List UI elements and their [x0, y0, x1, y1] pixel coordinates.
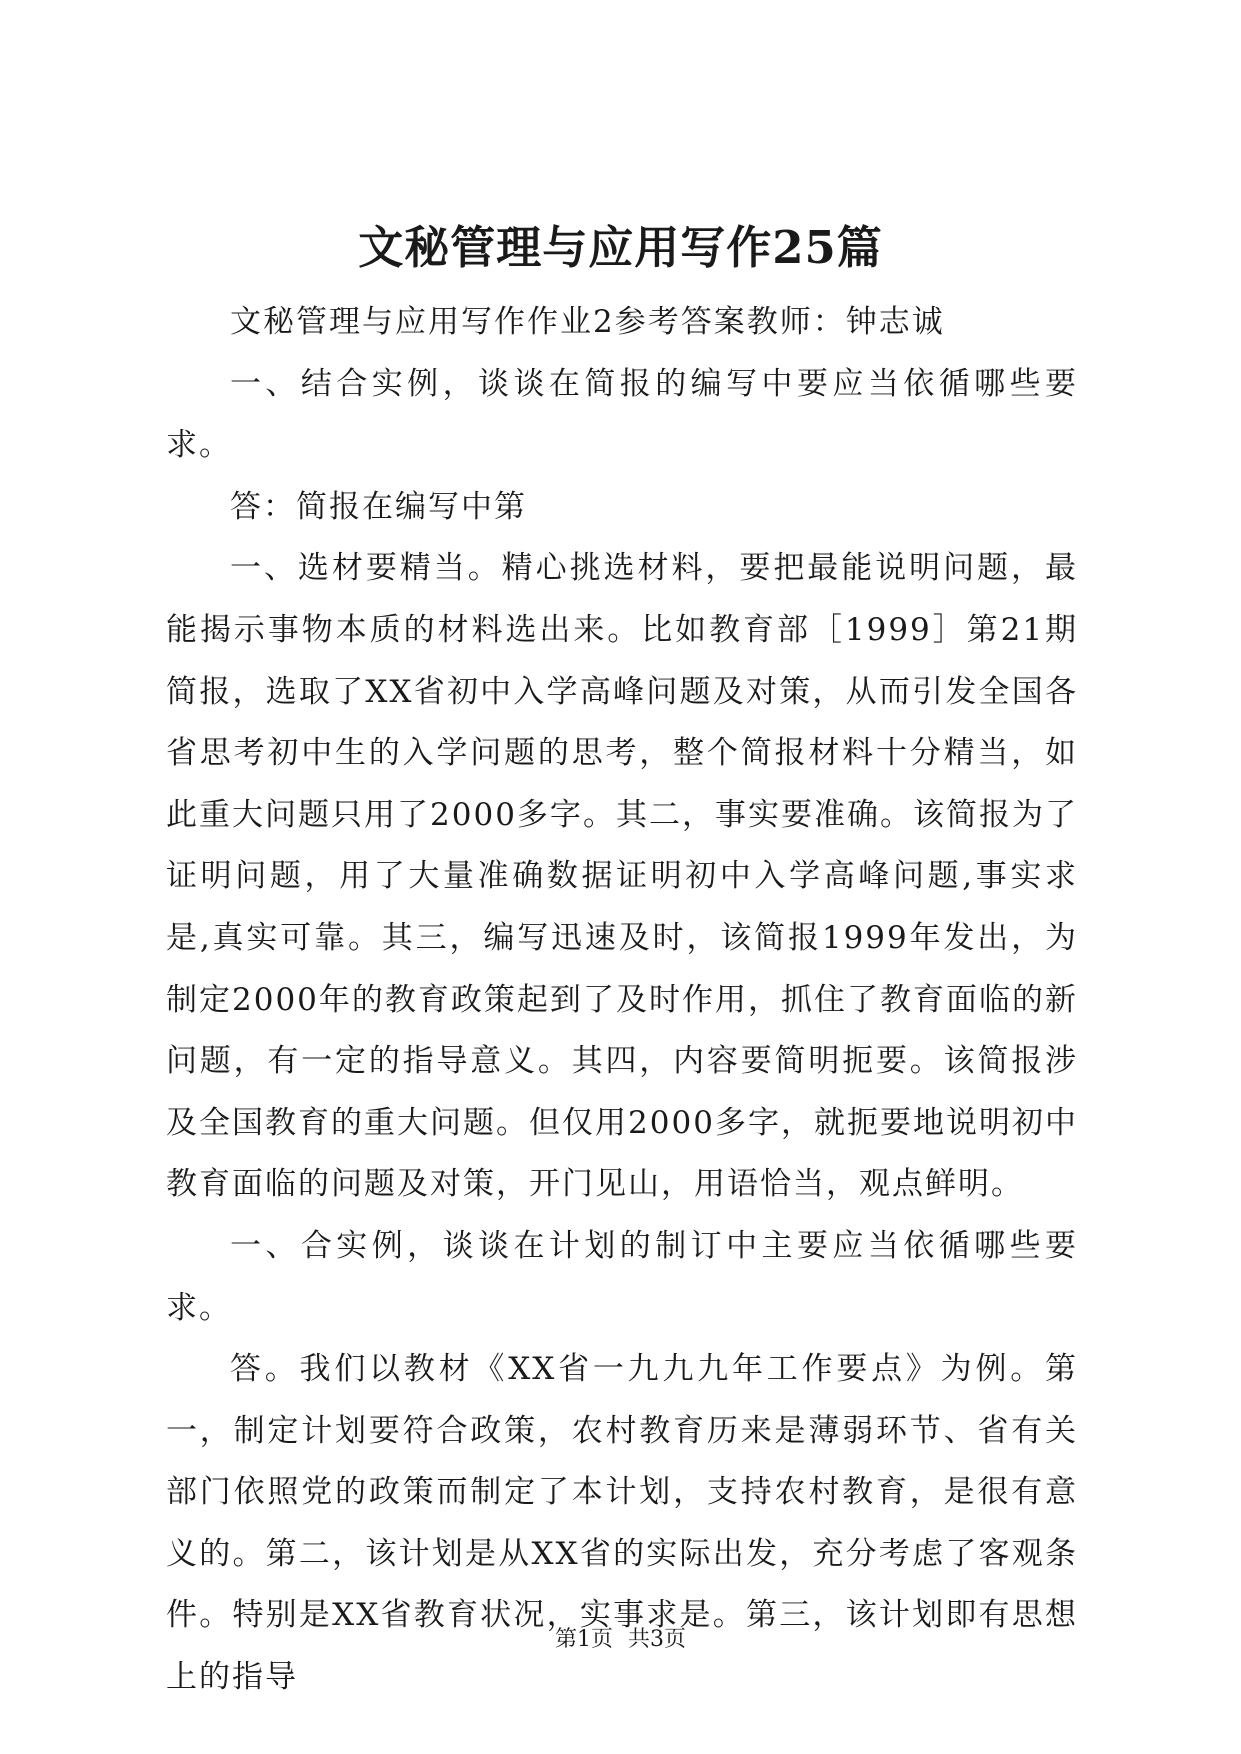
paragraph-question-1: 一、结合实例，谈谈在简报的编写中要应当依循哪些要求。: [166, 365, 1078, 464]
paragraph-answer-1: 一、选材要精当。精心挑选材料，要把最能说明问题，最能揭示事物本质的材料选出来。比如教育部［1999］第21期简报，选取了XX省初中入学高峰问题及对策，从而引发全国各省思考初中生的入学问题的思考，整个简报材料十分精当，如此重大问题只用了2000多字。其二，事实要准确。该简报为了证明问题，用了大量准确数据证明初中入学高峰问题,事实求是,真实可靠。其三，编写迅速及时，该简报1999年发出，为制定2000年的教育政策起到了及时作用，抓住了教育面临的新问题，有一定的指导意义。其四，内容要简明扼要。该简报涉及全国教育的重大问题。但仅用2000多字，就扼要地说明初中教育面临的问题及对策，开门见山，用语恰当，观点鲜明。: [166, 550, 1078, 1203]
paragraph-answer-intro: 答：简报在编写中第: [230, 488, 527, 525]
paragraph-question-2: 一、合实例，谈谈在计划的制订中主要应当依循哪些要求。: [166, 1227, 1078, 1326]
page-footer: [0, 1625, 1241, 1655]
document-title: 文秘管理与应用写作25篇: [358, 221, 883, 274]
document-body: [166, 292, 1078, 1709]
total-pages: 共3页: [628, 1627, 686, 1652]
paragraph-subtitle: 文秘管理与应用写作作业2参考答案教师：钟志诚: [230, 304, 945, 340]
page-number: 第1页: [555, 1627, 613, 1652]
paragraph-answer-2: 答。我们以教材《XX省一九九九年工作要点》为例。第一，制定计划要符合政策，农村教育历来是薄弱环节、省有关部门依照党的政策而制定了本计划，支持农村教育，是很有意义的。第二，该计划是从XX省的实际出发，充分考虑了客观条件。特别是XX省教育状况，实事求是。第三，该计划即有思想上的指导: [166, 1351, 1078, 1696]
